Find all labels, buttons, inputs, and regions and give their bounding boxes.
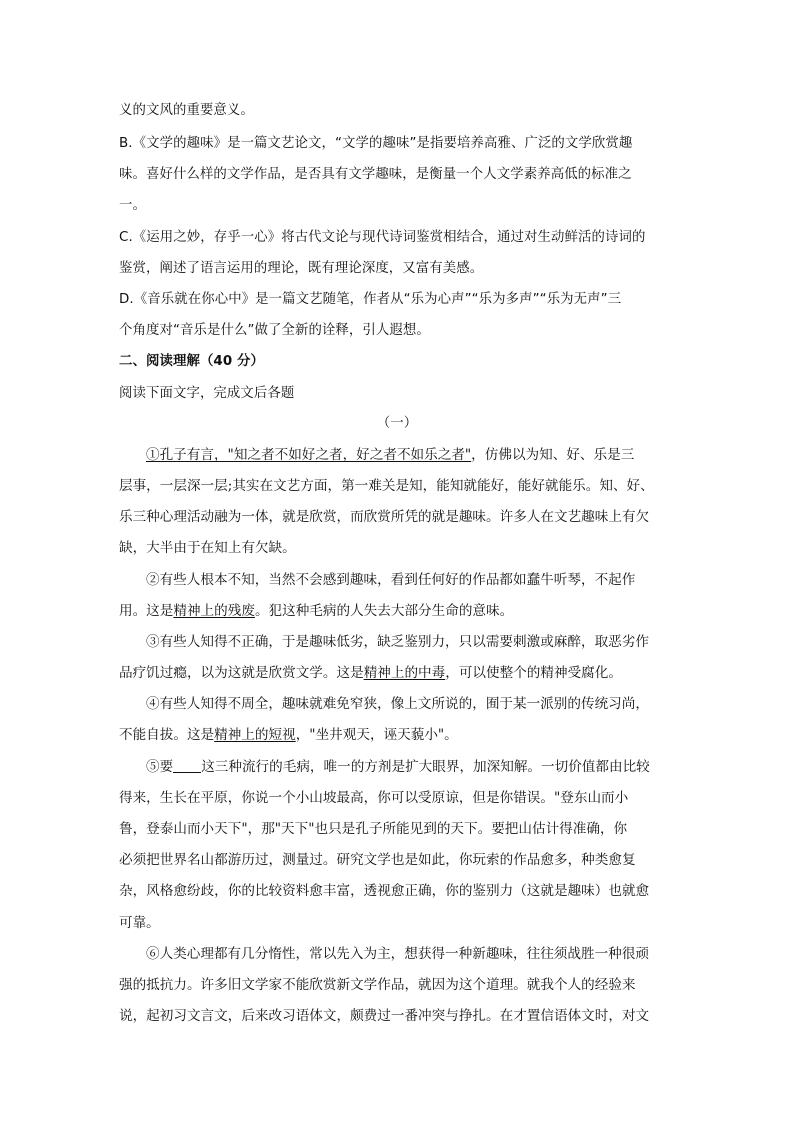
passage-p1-line-2: 层事，一层深一层;其实在文艺方面，第一难关是知，能知就能好，能好就能乐。知、好、 [119, 478, 654, 494]
intro-tail: 义的文风的重要意义。 [119, 103, 254, 118]
option-d-line-2: 个角度对“音乐是什么”做了全新的诠释，引人遐想。 [119, 323, 430, 338]
fill-in-blank [173, 758, 201, 773]
passage-p5-line-3: 鲁，登泰山而小天下"，那"天下"也只是孔子所能见到的天下。要把山估计得准确，你 [119, 821, 628, 837]
passage-p5-line-2: 得来，生长在平原，你说一个小山坡最高，你可以受原谅，但是你错误。"登东山而小 [119, 790, 629, 806]
section-2-title: 二、阅读理解（40 分） [119, 354, 265, 369]
passage-p6-line-1: ⑥人类心理都有几分惰性，常以先入为主，想获得一种新趣味，往往须战胜一种很顽 [146, 946, 649, 962]
passage-p1-line-3: 乐三种心理活动融为一体，就是欣赏，而欣赏所凭的就是趣味。许多人在文艺趣味上有欠 [119, 509, 650, 525]
passage-p6-line-3: 说，起初习文言文，后来改习语体文，颇费过一番冲突与挣扎。在才置信语体文时，对文 [119, 1008, 650, 1024]
passage-p5-line-6: 可靠。 [119, 915, 160, 931]
part-label: （一） [376, 416, 418, 431]
option-b-line-1: B.《文学的趣味》是一篇文艺论文，“文学的趣味”是指要培养高雅、广泛的文学欣赏趣 [119, 136, 633, 151]
passage-p1-line-4: 缺，大半由于在知上有欠缺。 [119, 540, 296, 556]
option-c-line-1: C.《运用之妙，存乎一心》将古代文论与现代诗词鉴赏相结合，通过对生动鲜活的诗词的 [119, 230, 646, 245]
section-2-instruction: 阅读下面文字，完成文后各题 [119, 386, 295, 401]
passage-p3-line-1: ③有些人知得不正确，于是趣味低劣，缺乏鉴别力，只以需要刺激或麻醉，取恶劣作 [146, 634, 649, 650]
underlined-phrase: 精神上的短视 [214, 727, 296, 743]
underlined-phrase: 精神上的残废 [173, 603, 255, 619]
option-d-line-1: D.《音乐就在你心中》是一篇文艺随笔，作者从“乐为心声”“乐为多声”“乐为无声”三 [119, 292, 622, 307]
passage-p2-line-2: 用。这是精神上的残废。犯这种毛病的人失去大部分生命的意味。 [119, 603, 514, 619]
passage-p5-line-1: ⑤要 这三种流行的毛病，唯一的方剂是扩大眼界，加深知解。一切价值都由比较 [146, 759, 650, 775]
passage-p4-line-2: 不能自拔。这是精神上的短视，"坐井观天，诬天藐小"。 [119, 727, 458, 743]
passage-p6-line-2: 强的抵抗力。许多旧文学家不能欣赏新文学作品，就因为这个道理。就我个人的经验来 [119, 977, 636, 993]
underlined-phrase: 精神上的中毒 [363, 665, 446, 681]
passage-p5-line-5: 杂，风格愈纷歧，你的比较资料愈丰富，透视愈正确，你的鉴别力（这就是趣味）也就愈 [119, 883, 650, 899]
passage-p4-line-1: ④有些人知得不周全，趣味就难免窄狭，像上文所说的，囿于某一派别的传统习尚， [146, 696, 649, 712]
quote-underlined: ①孔子有言，"知之者不如好之者，好之者不如乐之者" [146, 447, 472, 463]
option-c-line-2: 鉴赏，阐述了语言运用的理论，既有理论深度，又富有美感。 [119, 261, 484, 276]
passage-p5-line-4: 必须把世界名山都游历过，测量过。研究文学也是如此，你玩索的作品愈多，种类愈复 [119, 852, 636, 868]
option-b-line-2: 味。喜好什么样的文学作品，是否具有文学趣味，是衡量一个人文学素养高低的标准之 [119, 167, 632, 182]
passage-p2-line-1: ②有些人根本不知，当然不会感到趣味，看到任何好的作品都如蠢牛听琴，不起作 [146, 572, 636, 588]
passage-p1-line-1: ①孔子有言，"知之者不如好之者，好之者不如乐之者"，仿佛以为知、好、乐是三 [146, 447, 635, 463]
passage-p3-line-2: 品疗饥过瘾，以为这就是欣赏文学。这是精神上的中毒，可以使整个的精神受腐化。 [119, 665, 622, 681]
option-b-line-3: 一。 [119, 198, 146, 213]
